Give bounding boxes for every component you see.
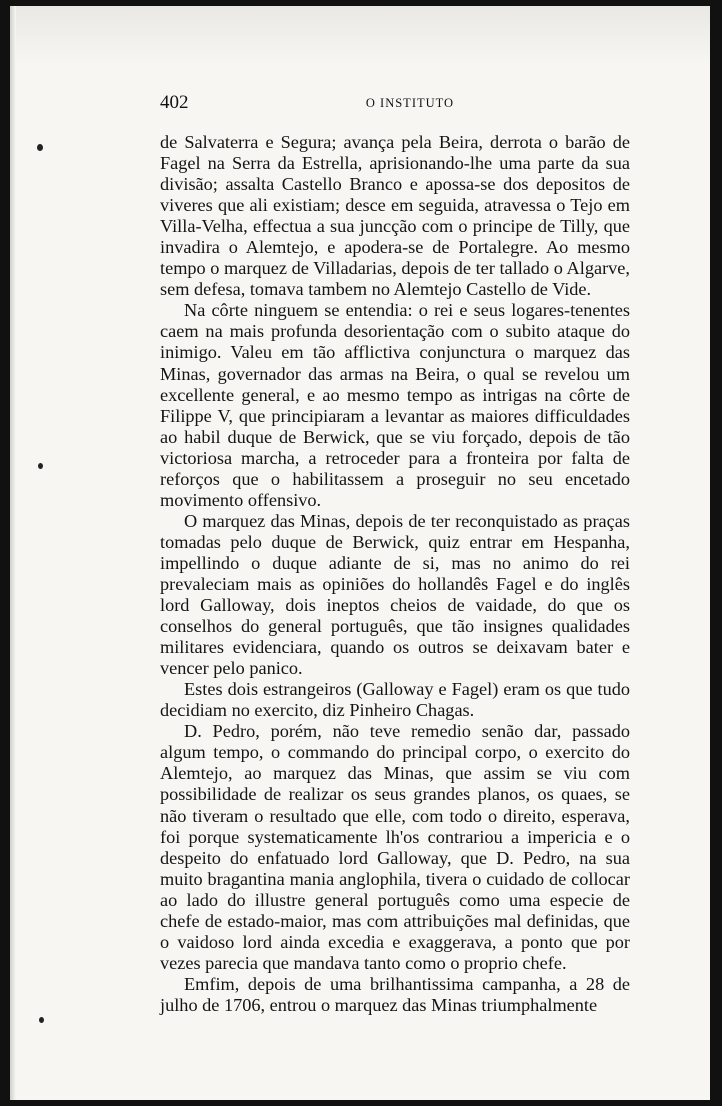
body-text [160, 132, 630, 1016]
scan-shadow-left [10, 6, 16, 1100]
page-number: 402 [160, 92, 189, 113]
binding-hole-mark [39, 1017, 44, 1023]
paragraph-2: Na côrte ninguem se entendia: o rei e seus logares-tenentes caem na mais profunda desorientação com o subito ataque do inimigo. Valeu em tão afflictiva conjunctura o marquez das Minas, governador das armas na Beira, o qual se revelou um excellente general, e ao mesmo tempo as intrigas na côrte de Filippe V, que principiaram a levantar as maiores difficuldades ao habil duque de Berwick, que se viu forçado, depois de tão victoriosa marcha, a retroceder para a fronteira por falta de reforços que o habilitassem a proseguir no seu encetado movimento offensivo. [160, 300, 630, 510]
binding-hole-mark [38, 463, 43, 469]
running-header [160, 92, 640, 116]
paragraph-4: Estes dois estrangeiros (Galloway e Fagel) eram os que tudo decidiam no exercito, diz Pinheiro Chagas. [160, 679, 630, 721]
scanned-page [10, 6, 710, 1100]
paragraph-3: O marquez das Minas, depois de ter reconquistado as praças tomadas pelo duque de Berwick, quiz entrar em Hespanha, impellindo o duque adiante de si, mas no animo do rei prevaleciam mais as opiniões do hollandês Fagel e do inglês lord Galloway, dois ineptos cheios de vaidade, do que os conselhos do general português, que tão insignes qualidades militares evidenciara, quando os outros se deixavam bater e vencer pelo panico. [160, 510, 630, 679]
paragraph-1: de Salvaterra e Segura; avança pela Beira, derrota o barão de Fagel na Serra da Estrella, aprisionando-lhe uma parte da sua divisão; assalta Castello Branco e apossa-se dos depositos de viveres que ali existiam; desce em seguida, atravessa o Tejo em Villa-Velha, effectua a sua juncção com o principe de Tilly, que invadira o Alemtejo, e apodera-se de Portalegre. Ao mesmo tempo o marquez de Villadarias, depois de ter tallado o Algarve, sem defesa, tomava tambem no Alemtejo Castello de Vide. [160, 132, 630, 300]
paragraph-6: Emfim, depois de uma brilhantissima campanha, a 28 de julho de 1706, entrou o marquez das Minas triumphalmente [160, 973, 630, 1015]
running-title: O INSTITUTO [365, 96, 455, 110]
binding-hole-mark [37, 144, 43, 151]
paragraph-5: D. Pedro, porém, não teve remedio senão dar, passado algum tempo, o commando do principal corpo, o exercito do Alemtejo, ao marquez das Minas, que assim se viu com possibilidade de realizar os seus grandes planos, os quaes, se não tiveram o resultado que elle, com todo o direito, esperava, foi porque systematicamente lh'os contrariou a impericia e o despeito do enfatuado lord Galloway, que D. Pedro, na sua muito bragantina mania anglophila, tivera o cuidado de collocar ao lado do illustre general português como uma especie de chefe de estado-maior, mas com attribuições mal definidas, que o vaidoso lord ainda excedia e exaggerava, a ponto que por vezes parecia que mandava tanto como o proprio chefe. [160, 721, 630, 973]
scan-shadow-top [10, 6, 710, 66]
